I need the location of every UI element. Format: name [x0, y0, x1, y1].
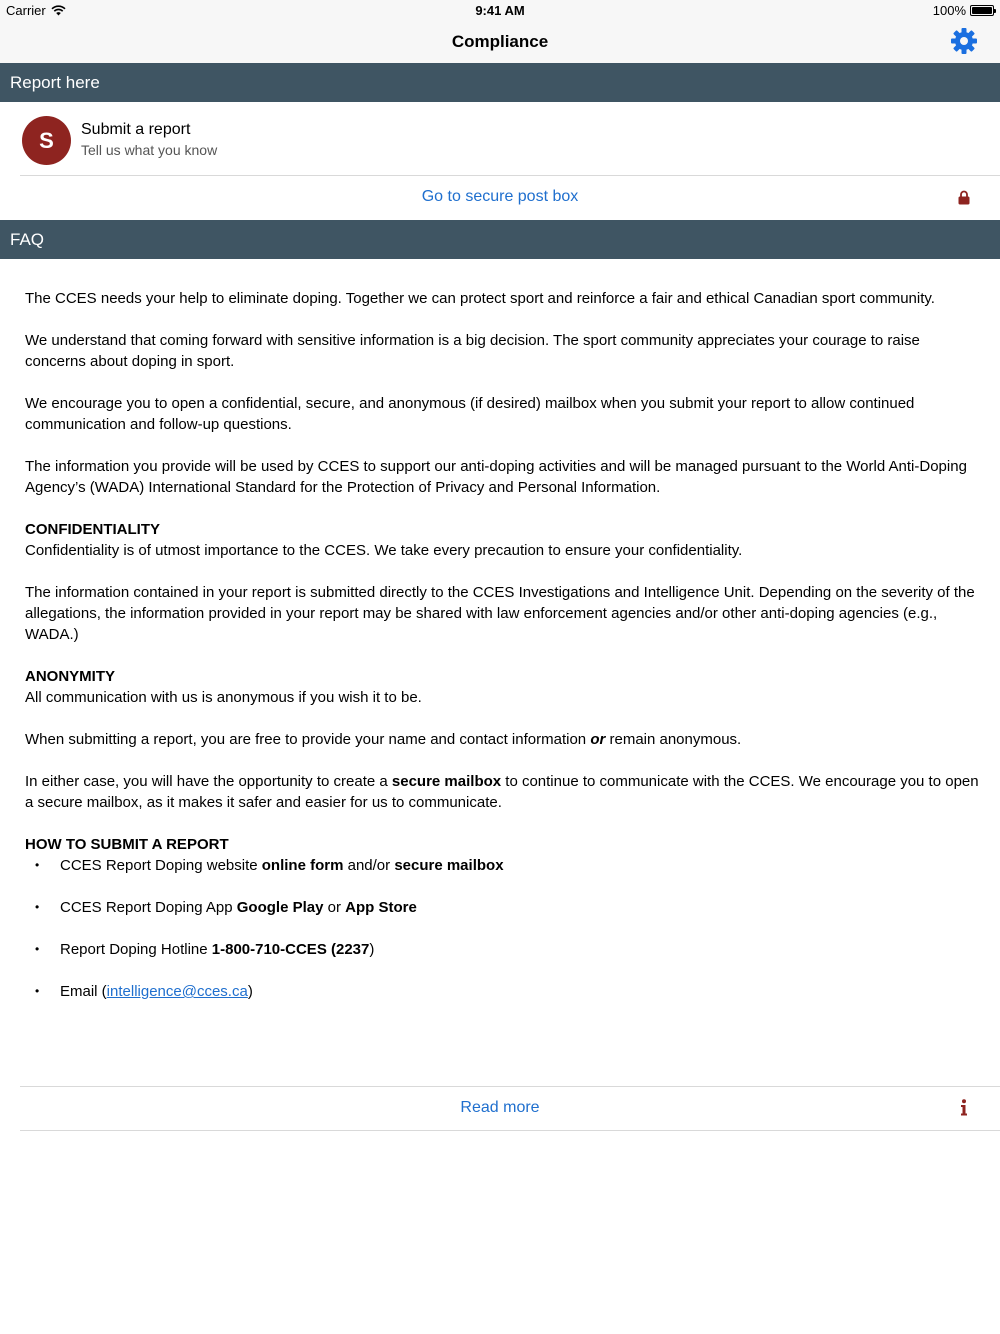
how-to-block: [25, 834, 980, 1002]
text-run: Report Doping Hotline: [60, 941, 212, 958]
text-run: CCES Report Doping App: [60, 899, 237, 916]
how-to-list: [25, 855, 980, 1002]
anonymity-heading: ANONYMITY: [25, 668, 115, 685]
battery-group: [933, 3, 994, 18]
list-item: [25, 939, 980, 960]
battery-icon: [970, 5, 994, 16]
lock-icon: [958, 190, 970, 205]
faq-paragraph: We encourage you to open a confidential, secure, and anonymous (if desired) mailbox when you submit your report to allow continued communication and follow-up questions.: [25, 395, 915, 433]
text-run-bold: online form: [261, 857, 344, 874]
text-run: When submitting a report, you are free to provide your name and contact information: [25, 731, 591, 748]
submit-report-title: Submit a report: [81, 121, 191, 138]
text-run-bold: secure mailbox: [391, 773, 502, 790]
status-bar: [0, 0, 1000, 22]
confidentiality-block: [25, 519, 980, 561]
how-to-heading: HOW TO SUBMIT A REPORT: [25, 836, 229, 853]
email-link[interactable]: intelligence@cces.ca: [106, 983, 248, 1000]
secure-post-box-row[interactable]: [0, 176, 1000, 219]
faq-section-header: FAQ: [0, 220, 1000, 259]
divider: [20, 1130, 1000, 1131]
text-run: remain anonymous.: [605, 731, 742, 748]
faq-content: [25, 288, 980, 1023]
text-run: ): [247, 983, 253, 1000]
faq-paragraph: The information contained in your report is submitted directly to the CCES Investigations and Intelligence Unit. Depending on the severity of the allegations, the information provided in your report may be shared with law enforcement agencies and/or other anti-doping agencies (e.g., WADA.): [25, 584, 975, 643]
submit-report-row[interactable]: [0, 102, 1000, 176]
anonymity-text: All communication with us is anonymous if you wish it to be.: [25, 689, 422, 706]
page-title: Compliance: [451, 32, 549, 51]
submit-report-subtitle: Tell us what you know: [81, 142, 218, 158]
text-run-bold: 1-800-710-CCES (2237: [211, 941, 370, 958]
text-run-bold: App Store: [345, 899, 417, 916]
info-icon: [960, 1099, 968, 1116]
report-section-header: Report here: [0, 63, 1000, 102]
text-run: or: [323, 899, 346, 916]
faq-paragraph: [25, 771, 980, 813]
text-run-bold: secure mailbox: [394, 857, 504, 874]
secure-post-box-link[interactable]: Go to secure post box: [421, 188, 579, 205]
nav-bar: [0, 22, 1000, 63]
text-run: CCES Report Doping website: [60, 857, 262, 874]
faq-paragraph: [25, 729, 980, 750]
text-run-bold-italic: or: [590, 731, 606, 748]
gear-icon[interactable]: [950, 27, 978, 55]
list-item: [25, 981, 980, 1002]
text-run: In either case, you will have the opportunity to create a: [25, 773, 392, 790]
anonymity-block: [25, 666, 980, 708]
status-time: 9:41 AM: [475, 3, 525, 18]
read-more-link[interactable]: Read more: [460, 1099, 540, 1116]
faq-paragraph: We understand that coming forward with sensitive information is a big decision. The sport community appreciates your courage to raise concerns about doping in sport.: [25, 332, 920, 370]
text-run: ): [369, 941, 375, 958]
carrier-label: Carrier: [6, 3, 46, 18]
battery-percent: 100%: [932, 3, 966, 18]
faq-paragraph: The CCES needs your help to eliminate doping. Together we can protect sport and reinforce a fair and ethical Canadian sport community.: [25, 290, 935, 307]
text-run: and/or: [343, 857, 395, 874]
read-more-row[interactable]: [0, 1087, 1000, 1130]
faq-paragraph: The information you provide will be used by CCES to support our anti-doping activities and will be managed pursuant to the World Anti-Doping Agency’s (WADA) International Standard for the Protection of Privacy and Personal Information.: [25, 458, 967, 496]
list-item: [25, 897, 980, 918]
confidentiality-heading: CONFIDENTIALITY: [25, 521, 160, 538]
text-run: Email (: [60, 983, 107, 1000]
avatar: S: [22, 116, 71, 165]
text-run: to continue to communicate with the CCES. We encourage you to open a secure mailbox, as it makes it safer and easier for us to communicate.: [25, 773, 979, 811]
confidentiality-text: Confidentiality is of utmost importance to the CCES. We take every precaution to ensure your confidentiality.: [25, 542, 743, 559]
text-run-bold: Google Play: [236, 899, 324, 916]
list-item: [25, 855, 980, 876]
